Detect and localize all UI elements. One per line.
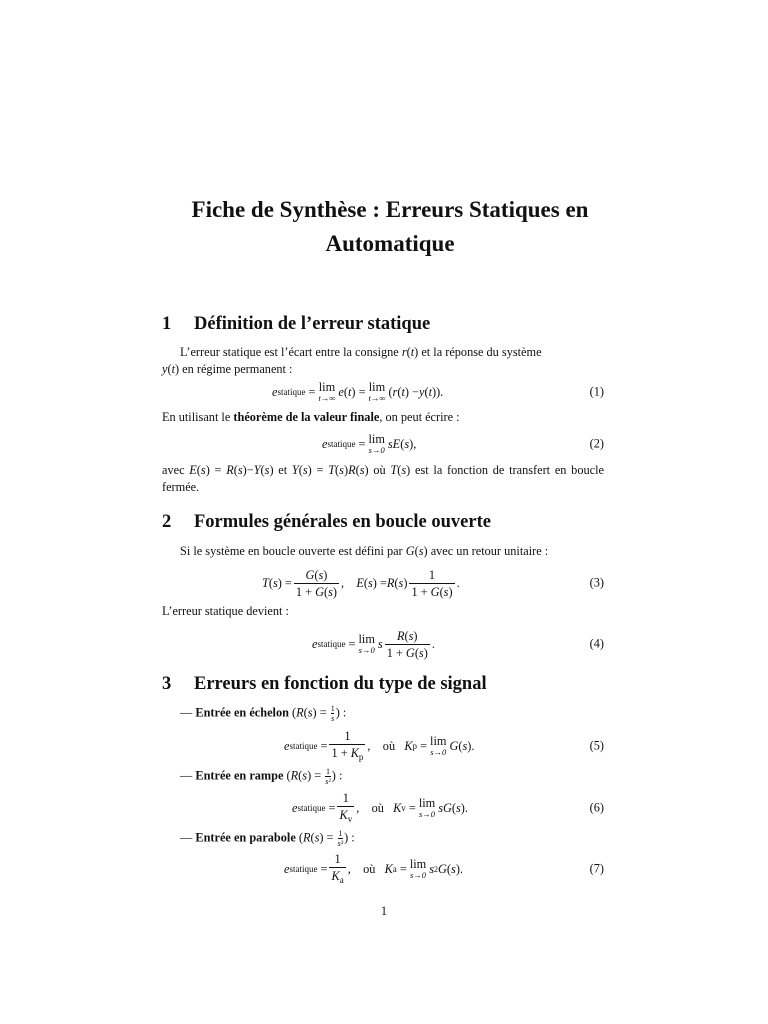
equation-number: (2) (589, 436, 604, 451)
equation-number: (7) (589, 861, 604, 876)
equation-number: (3) (589, 575, 604, 590)
list-item-parabola: — Entrée en parabole (R(s) = $\frac{1}{\text{s³}}$ ) : (180, 829, 355, 848)
paragraph-final-value: En utilisant le théorème de la valeur finale, on peut écrire : (162, 410, 460, 424)
section-heading-1 (162, 314, 430, 335)
equation-7: e statique = $\frac{1}{K_a}$ , où K a = lim s→0 s 2 G ( s ). (7) (284, 851, 604, 885)
paragraph-closed-loop: avec E(s) = R(s)−Y(s) et Y(s) = T(s)R(s) où T(s) est la fonction de transfert en boucle fermée. (162, 463, 604, 494)
list-item-step: — Entrée en échelon (R(s) = $\frac{1}{s}$ ) : (180, 704, 347, 723)
equation-number: (5) (589, 738, 604, 753)
paragraph-definition: L’erreur statique est l’écart entre la consigne r(t) et la réponse du système y(t) en régime permanent : (162, 345, 542, 376)
document-title: Fiche de Synthèse : Erreurs Statiques en Automatique (191, 197, 589, 256)
section-title: Erreurs en fonction du type de signal (194, 674, 487, 694)
paragraph-open-loop: Si le système en boucle ouverte est défini par G(s) avec un retour unitaire : (180, 544, 549, 558)
equation-number: (4) (589, 636, 604, 651)
paragraph-static-error: L’erreur statique devient : (162, 604, 289, 618)
section-title: Formules générales en boucle ouverte (194, 512, 491, 532)
section-number: 2 (162, 512, 172, 532)
equation-1: e statique = lim t→∞ e ( t ) = lim t→∞ ( r ( t ) − y ( t )). (1) (272, 380, 604, 403)
section-number: 3 (162, 674, 172, 694)
section-number: 1 (162, 314, 172, 334)
page-number: 1 (380, 904, 388, 918)
equation-number: (6) (589, 800, 604, 815)
section-title: Définition de l’erreur statique (194, 314, 431, 334)
equation-5: e statique = $\frac{1}{1 + K_p}$ , où K p = lim s→0 G ( s ). (5) (284, 728, 604, 762)
equation-3: T ( s ) = $\frac{G(s)}{1 + G(s)}$ , E ( s ) = R ( s ) $\frac{1}{1 + G(s)}$ . (3) (262, 567, 604, 599)
section-heading-3 (162, 674, 487, 695)
equation-number: (1) (589, 384, 604, 399)
section-heading-2 (162, 512, 491, 533)
list-item-ramp: — Entrée en rampe (R(s) = $\frac{1}{\text{s²}}$ ) : (180, 767, 343, 786)
equation-6: e statique = $\frac{1}{K_v}$ , où K v = lim s→0 sG ( s ). (6) (292, 790, 604, 824)
equation-2: e statique = lim s→0 sE ( s ), (2) (322, 432, 604, 455)
equation-4: e statique = lim s→0 s $\frac{R(s)}{1 + G(s)}$ . (4) (312, 628, 604, 660)
